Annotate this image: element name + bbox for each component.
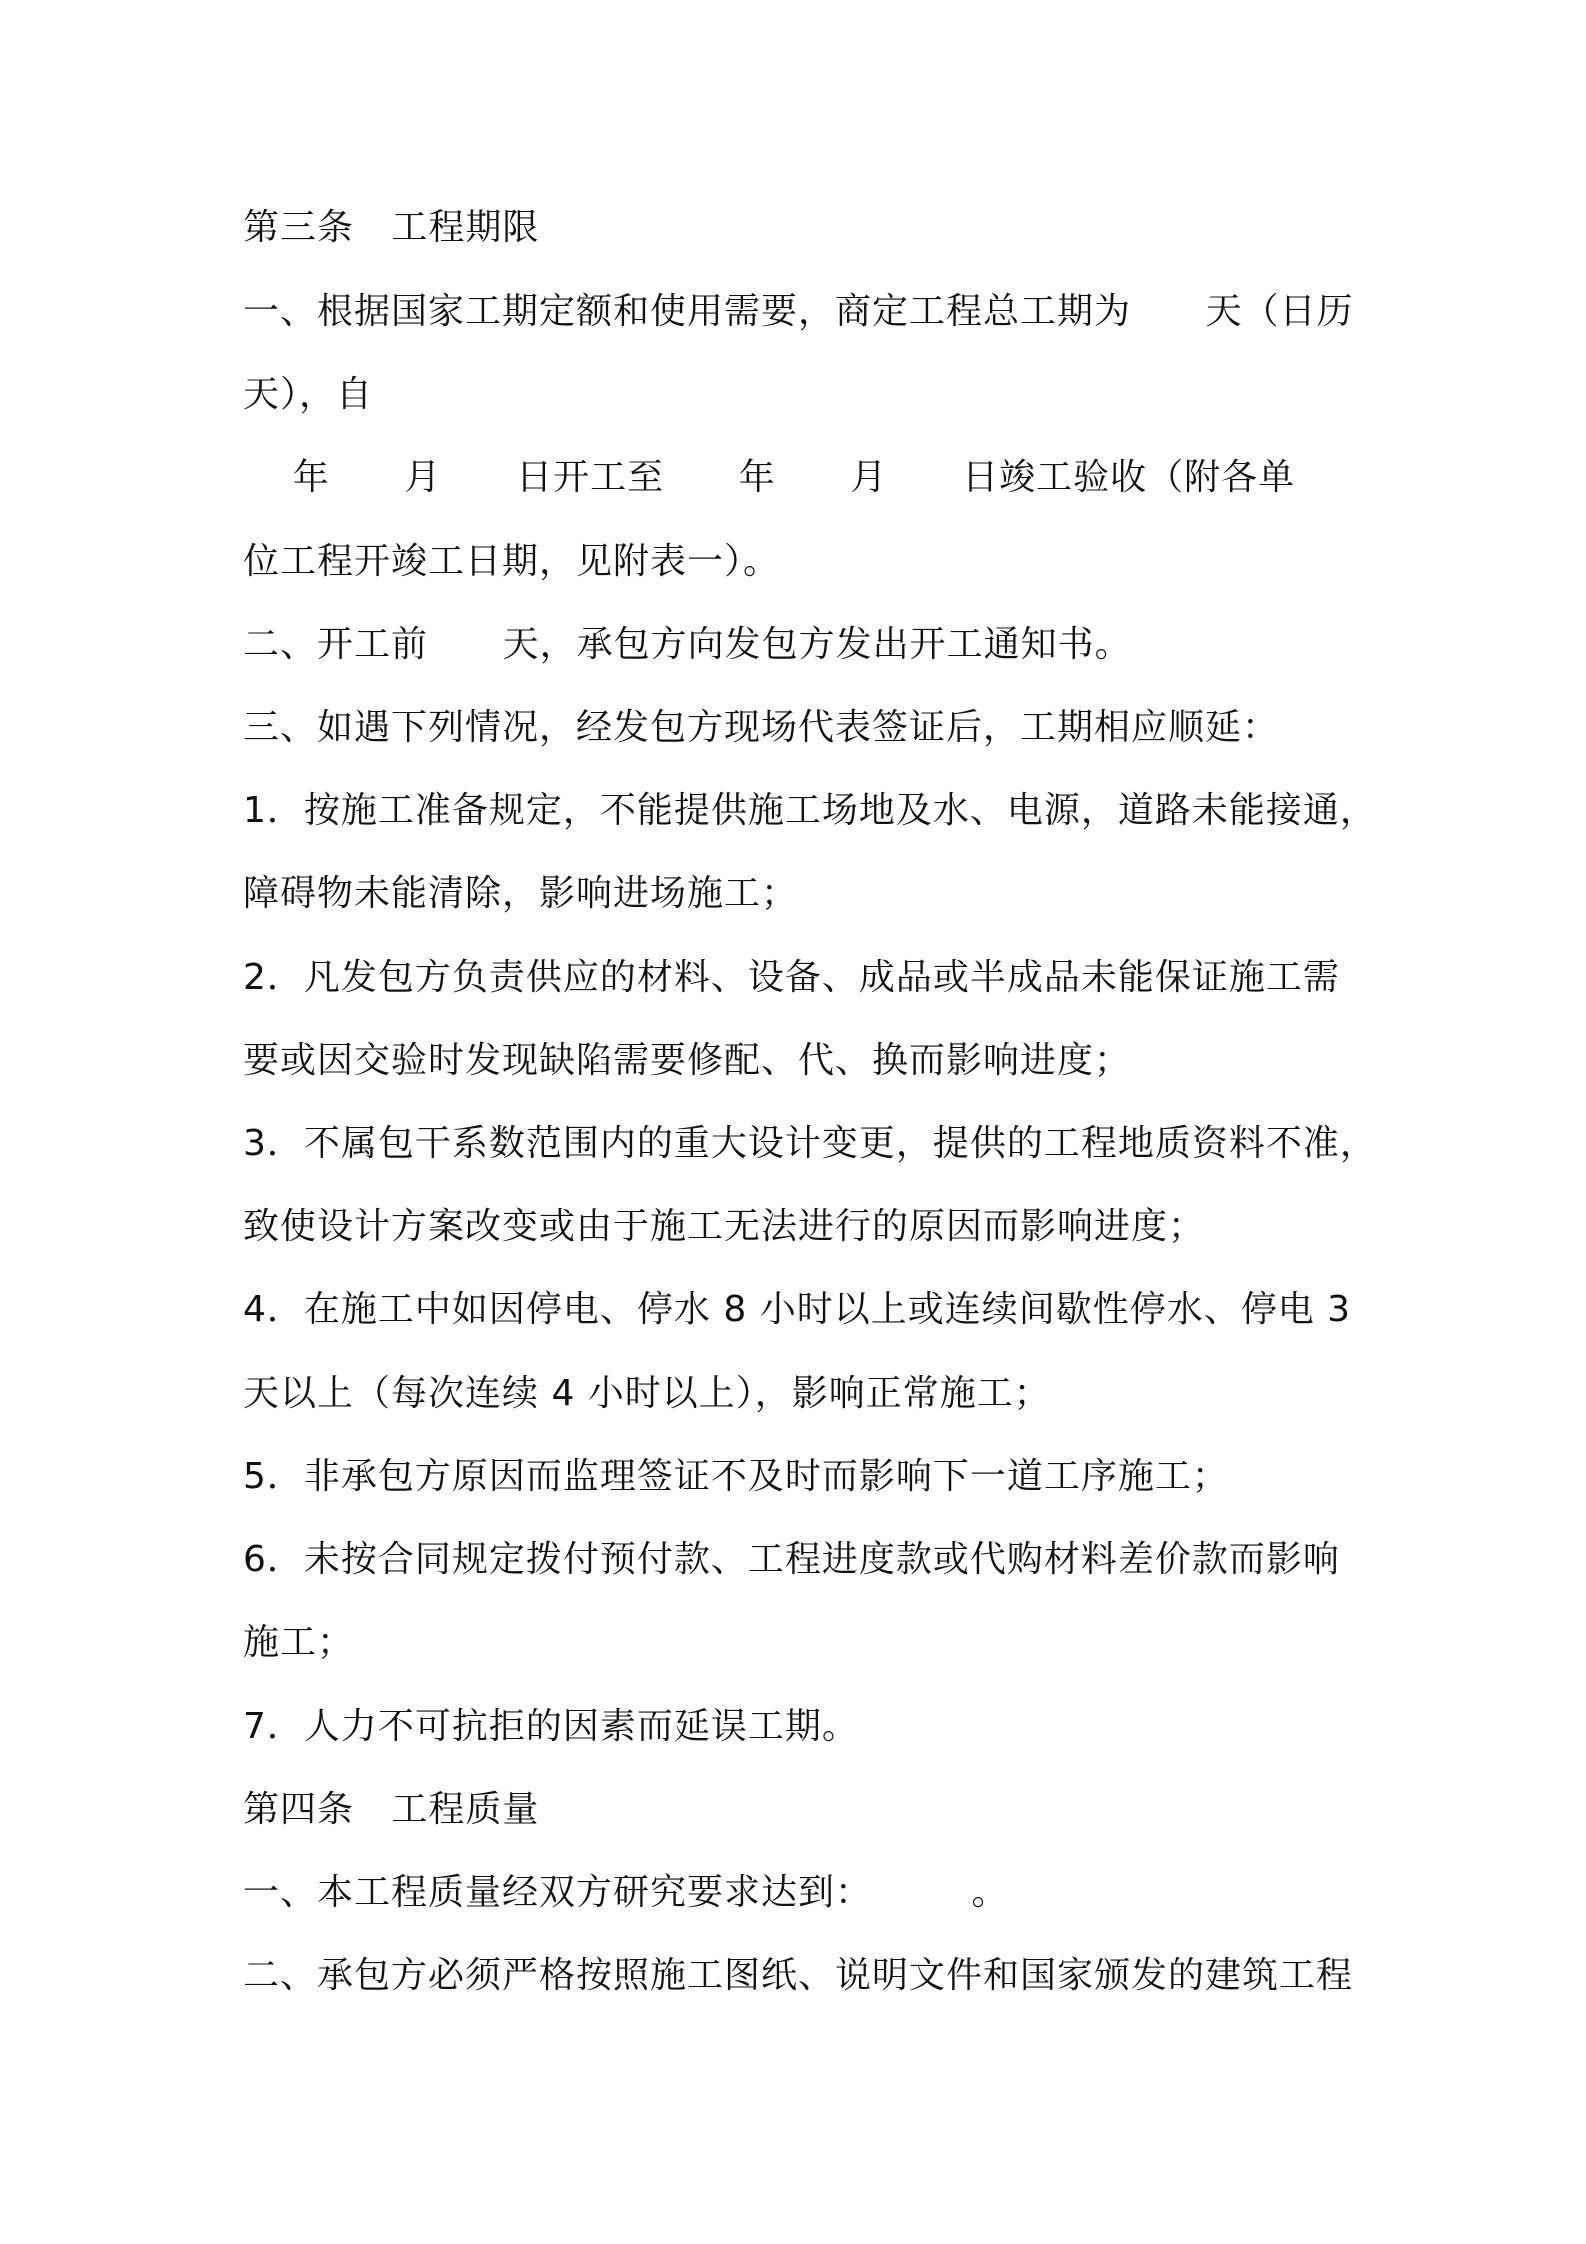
list-item-line: 天以上（每次连续 4 小时以上），影响正常施工； (243, 1373, 1051, 1414)
list-item-line: 致使设计方案改变或由于施工无法进行的原因而影响进度； (243, 1206, 1206, 1247)
paragraph-line: 二、承包方必须严格按照施工图纸、说明文件和国家颁发的建筑工程 (243, 1955, 1354, 1996)
list-item-line: 要或因交验时发现缺陷需要修配、代、换而影响进度； (243, 1040, 1132, 1081)
list-item-line: 4．在施工中如因停电、停水 8 小时以上或连续间歇性停水、停电 3 (243, 1289, 1352, 1330)
list-item-line: 施工； (243, 1622, 355, 1663)
paragraph-line: 二、开工前 天，承包方向发包方发出开工通知书。 (243, 624, 1132, 665)
paragraph-line: 一、本工程质量经双方研究要求达到： 。 (243, 1872, 1009, 1913)
paragraph-line: 位工程开竣工日期，见附表一）。 (243, 541, 781, 582)
paragraph-line: 年 月 日开工至 年 月 日竣工验收（附各单 (243, 457, 1296, 498)
list-item-line: 5．非承包方原因而监理签证不及时而影响下一道工序施工； (243, 1456, 1229, 1497)
list-item-line: 2．凡发包方负责供应的材料、设备、成品或半成品未能保证施工需 (243, 957, 1340, 998)
list-item-line: 3．不属包干系数范围内的重大设计变更，提供的工程地质资料不准， (243, 1123, 1377, 1164)
article-3-heading: 第三条 工程期限 (243, 207, 540, 248)
list-item-line: 障碍物未能清除，影响进场施工； (243, 873, 799, 914)
paragraph-line: 三、如遇下列情况，经发包方现场代表签证后，工期相应顺延： (243, 707, 1280, 748)
list-item-line: 7．人力不可抗拒的因素而延误工期。 (243, 1706, 859, 1747)
paragraph-line: 一、根据国家工期定额和使用需要，商定工程总工期为 天（日历 (243, 291, 1354, 332)
list-item-line: 1．按施工准备规定，不能提供施工场地及水、电源，道路未能接通， (243, 790, 1377, 831)
paragraph-line: 天），自 (243, 374, 374, 415)
article-4-heading: 第四条 工程质量 (243, 1789, 540, 1830)
list-item-line: 6．未按合同规定拨付预付款、工程进度款或代购材料差价款而影响 (243, 1539, 1340, 1580)
